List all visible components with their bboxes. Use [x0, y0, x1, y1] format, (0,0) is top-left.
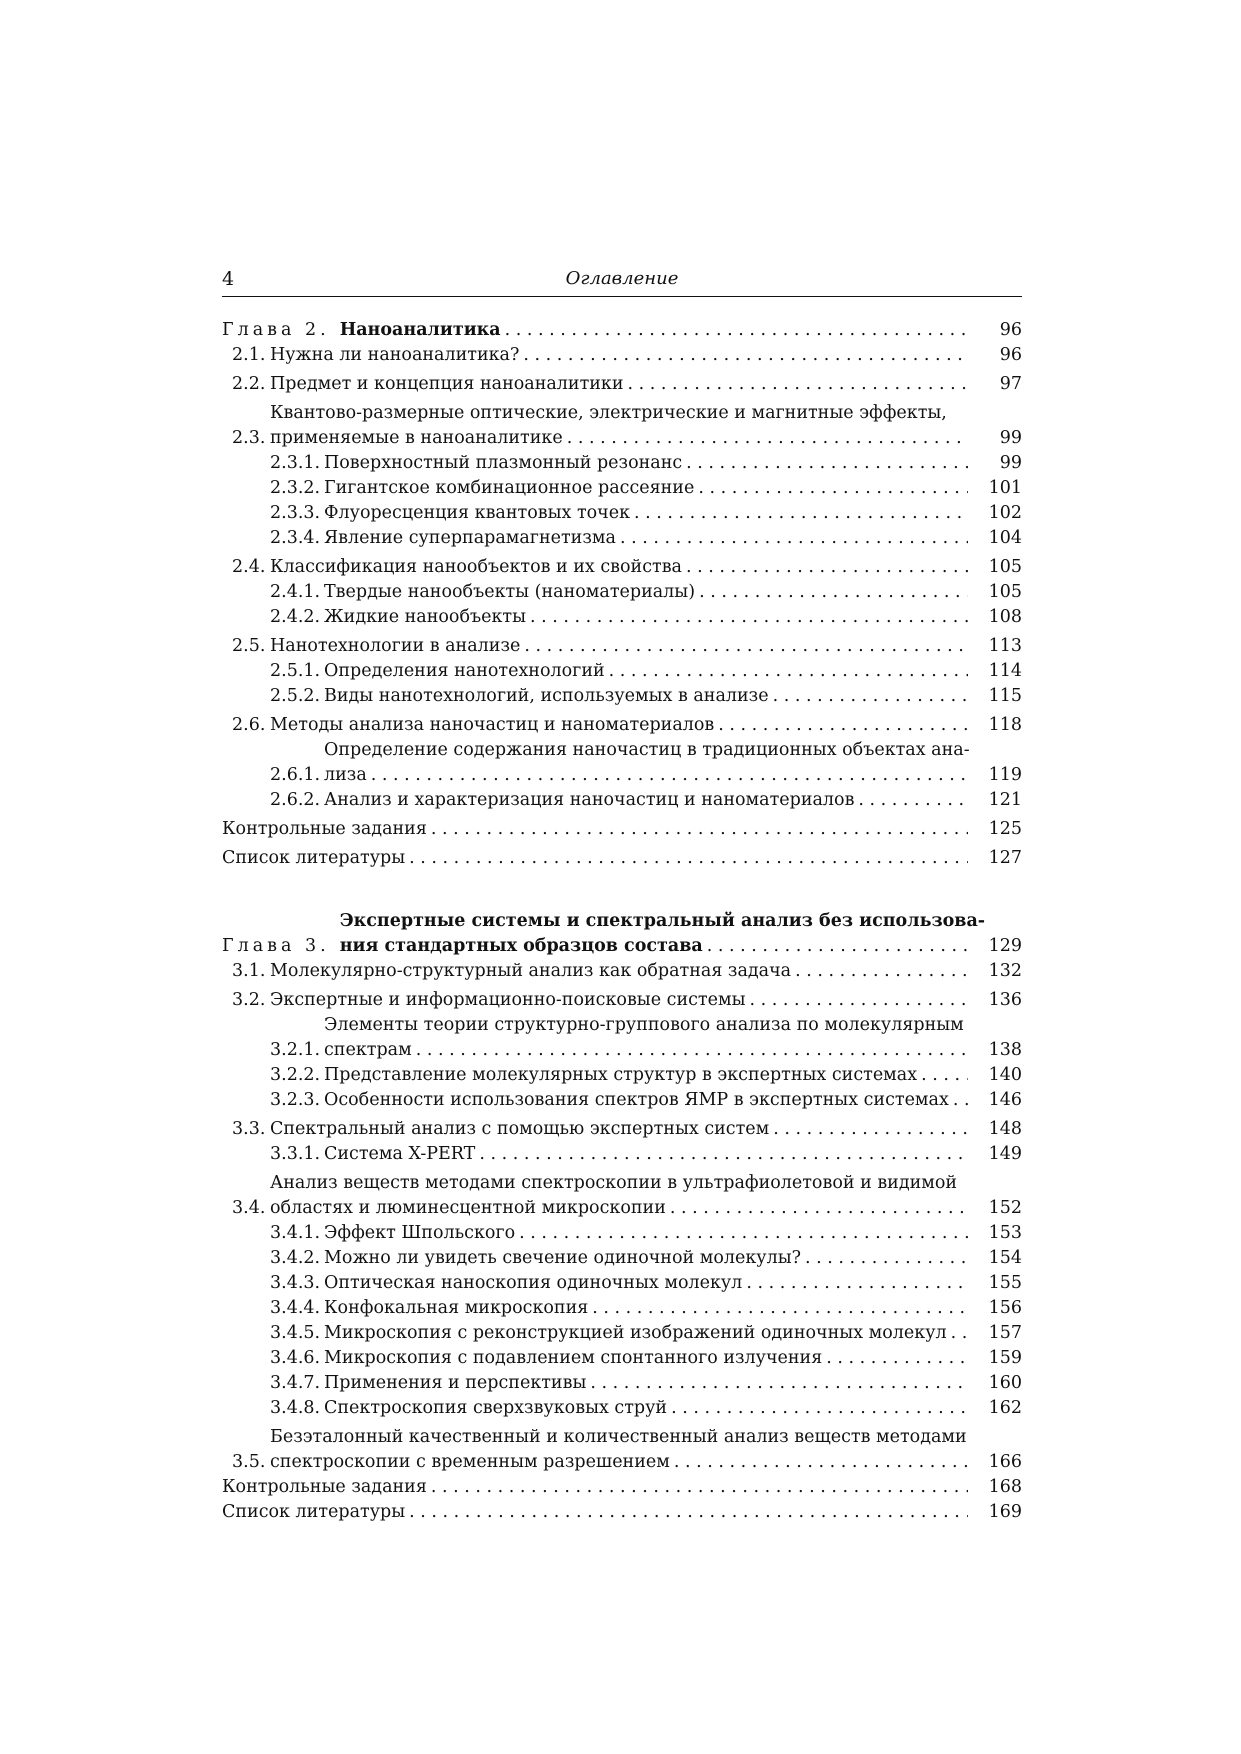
leader-dots	[674, 1450, 968, 1475]
section-number: 2.6.1.	[270, 765, 321, 785]
page-ref: 96	[999, 320, 1022, 340]
toc-entry-2-2[interactable]	[222, 372, 1022, 397]
page-ref: 118	[988, 715, 1022, 735]
section-title: Можно ли увидеть свечение одиночной молекулы?	[324, 1248, 802, 1268]
toc-entry-2-6-2[interactable]	[222, 788, 1022, 813]
section-number: 2.4.	[232, 557, 266, 577]
leader-dots	[590, 1371, 968, 1396]
leader-dots	[718, 713, 968, 738]
section-number: 3.4.4.	[270, 1298, 321, 1318]
toc-entry-2-3-2[interactable]	[222, 476, 1022, 501]
page-ref: 121	[988, 790, 1022, 810]
page-ref: 146	[988, 1090, 1022, 1110]
section-title: Анализ и характеризация наночастиц и наноматериалов	[324, 790, 855, 810]
page-ref: 101	[988, 478, 1022, 498]
page-ref: 154	[988, 1248, 1022, 1268]
page-ref: 149	[988, 1144, 1022, 1164]
leader-dots	[773, 1117, 968, 1142]
toc-entry-3-2-1[interactable]	[222, 1013, 1022, 1063]
section-title: Спектроскопия сверхзвуковых струй	[324, 1398, 668, 1418]
leader-dots	[699, 580, 968, 605]
toc-entry-2-3-4[interactable]	[222, 526, 1022, 551]
leader-dots	[530, 605, 968, 630]
section-number: 3.2.3.	[270, 1090, 321, 1110]
page-ref: 157	[988, 1323, 1022, 1343]
leader-dots	[773, 684, 968, 709]
toc-entry-2-3-1[interactable]	[222, 451, 1022, 476]
toc-entry-2-5-2[interactable]	[222, 684, 1022, 709]
leader-dots	[805, 1246, 968, 1271]
section-number: 2.3.1.	[270, 453, 321, 473]
toc-entry-3-2[interactable]	[222, 988, 1022, 1013]
section-title-line2: областях и люминесцентной микроскопии	[270, 1198, 666, 1218]
toc-entry-2-3[interactable]	[222, 401, 1022, 451]
chapter-label: Глава 3.	[222, 936, 330, 956]
page-ref: 168	[988, 1477, 1022, 1497]
leader-dots	[634, 501, 968, 526]
section-title: Конфокальная микроскопия	[324, 1298, 589, 1318]
section-title: Явление суперпарамагнетизма	[324, 528, 616, 548]
toc-entry-3-5[interactable]	[222, 1425, 1022, 1475]
section-number: 2.6.	[232, 715, 266, 735]
section-number: 3.4.1.	[270, 1223, 321, 1243]
section-title-line2: лиза	[324, 765, 367, 785]
leader-dots	[431, 817, 968, 842]
chapter-3-heading[interactable]	[222, 909, 1022, 959]
section-number: 3.4.8.	[270, 1398, 321, 1418]
leader-dots	[431, 1475, 968, 1500]
toc-entry-references-ch3[interactable]	[222, 1500, 1022, 1525]
table-of-contents	[222, 318, 1022, 1525]
section-title: Флуоресценция квантовых точек	[324, 503, 631, 523]
section-title: Контрольные задания	[222, 1477, 427, 1497]
section-title: Виды нанотехнологий, используемых в анализе	[324, 686, 769, 706]
page-ref: 155	[988, 1273, 1022, 1293]
toc-entry-2-5[interactable]	[222, 634, 1022, 659]
page-ref: 140	[988, 1065, 1022, 1085]
toc-entry-2-4[interactable]	[222, 555, 1022, 580]
section-number: 2.3.4.	[270, 528, 321, 548]
page-ref: 129	[988, 936, 1022, 956]
section-number: 3.1.	[232, 961, 266, 981]
page-ref: 162	[988, 1398, 1022, 1418]
page-ref: 153	[988, 1223, 1022, 1243]
section-number: 2.6.2.	[270, 790, 321, 810]
leader-dots	[592, 1296, 968, 1321]
toc-entry-3-4-2[interactable]	[222, 1246, 1022, 1271]
section-number: 2.1.	[232, 345, 266, 365]
toc-entry-3-4-4[interactable]	[222, 1296, 1022, 1321]
leader-dots	[921, 1063, 968, 1088]
section-number: 2.5.1.	[270, 661, 321, 681]
section-title: Особенности использования спектров ЯМР в экспертных системах	[324, 1090, 949, 1110]
page-ref: 119	[988, 765, 1022, 785]
leader-dots	[519, 1221, 968, 1246]
leader-dots	[670, 1196, 968, 1221]
section-number: 3.2.1.	[270, 1040, 321, 1060]
leader-dots	[746, 1271, 968, 1296]
toc-entry-2-4-2[interactable]	[222, 605, 1022, 630]
chapter-2-heading[interactable]	[222, 318, 1022, 343]
section-title: Твердые нанообъекты (наноматериалы)	[324, 582, 696, 602]
section-number: 3.4.	[232, 1198, 266, 1218]
section-title: Спектральный анализ с помощью экспертных систем	[270, 1119, 770, 1139]
section-title: Контрольные задания	[222, 819, 427, 839]
leader-dots	[409, 846, 968, 871]
section-title: Применения и перспективы	[324, 1373, 587, 1393]
page-ref: 132	[988, 961, 1022, 981]
section-title-line1: Элементы теории структурно-группового анализа по молекулярным	[324, 1015, 964, 1035]
toc-entry-2-1[interactable]	[222, 343, 1022, 368]
section-title-line2: применяемые в наноаналитике	[270, 428, 563, 448]
toc-entry-3-1[interactable]	[222, 959, 1022, 984]
section-title: Представление молекулярных структур в экспертных системах	[324, 1065, 918, 1085]
section-title: Список литературы	[222, 848, 406, 868]
section-title-line1: Анализ веществ методами спектроскопии в ультрафиолетовой и видимой	[270, 1173, 958, 1193]
section-title: Эффект Шпольского	[324, 1223, 516, 1243]
page-number: 4	[222, 268, 235, 290]
page-ref: 160	[988, 1373, 1022, 1393]
section-number: 3.2.	[232, 990, 266, 1010]
section-title: Предмет и концепция наноаналитики	[270, 374, 624, 394]
page-ref: 104	[988, 528, 1022, 548]
page-ref: 148	[988, 1119, 1022, 1139]
toc-entry-3-3-1[interactable]	[222, 1142, 1022, 1167]
page-ref: 99	[999, 428, 1022, 448]
leader-dots	[795, 959, 968, 984]
toc-entry-2-3-3[interactable]	[222, 501, 1022, 526]
page-ref: 138	[988, 1040, 1022, 1060]
toc-entry-3-4-7[interactable]	[222, 1371, 1022, 1396]
leader-dots	[826, 1346, 968, 1371]
section-title-line1: Квантово-размерные оптические, электрические и магнитные эффекты,	[270, 403, 947, 423]
leader-dots	[750, 988, 969, 1013]
section-number: 3.5.	[232, 1452, 266, 1472]
section-title: Нанотехнологии в анализе	[270, 636, 521, 656]
page-ref: 166	[988, 1452, 1022, 1472]
section-number: 2.3.2.	[270, 478, 321, 498]
page-ref: 159	[988, 1348, 1022, 1368]
page-ref: 113	[988, 636, 1022, 656]
page-ref: 99	[999, 453, 1022, 473]
section-number: 2.4.2.	[270, 607, 321, 627]
chapter-title: Наноаналитика	[339, 320, 501, 340]
leader-dots	[686, 451, 968, 476]
toc-entry-3-3[interactable]	[222, 1117, 1022, 1142]
toc-entry-tasks-ch2[interactable]	[222, 817, 1022, 842]
leader-dots	[698, 476, 968, 501]
chapter-title-line1: Экспертные системы и спектральный анализ без использова-	[339, 911, 986, 931]
section-title-line2: спектрам	[324, 1040, 412, 1060]
toc-entry-3-4[interactable]	[222, 1171, 1022, 1221]
section-title: Список литературы	[222, 1502, 406, 1522]
toc-entry-3-4-1[interactable]	[222, 1221, 1022, 1246]
section-number: 2.3.	[232, 428, 266, 448]
section-number: 3.3.	[232, 1119, 266, 1139]
page-ref: 96	[999, 345, 1022, 365]
leader-dots	[567, 426, 968, 451]
section-number: 3.4.2.	[270, 1248, 321, 1268]
toc-entry-references-ch2[interactable]	[222, 846, 1022, 871]
chapter-label: Глава 2.	[222, 320, 330, 340]
section-title-line2: спектроскопии с временным разрешением	[270, 1452, 670, 1472]
page-ref: 125	[988, 819, 1022, 839]
page-ref: 136	[988, 990, 1022, 1010]
page-ref: 105	[988, 582, 1022, 602]
section-number: 2.3.3.	[270, 503, 321, 523]
page-ref: 105	[988, 557, 1022, 577]
toc-entry-2-6[interactable]	[222, 713, 1022, 738]
section-title: Микроскопия с реконструкцией изображений одиночных молекул	[324, 1323, 947, 1343]
page-ref: 115	[988, 686, 1022, 706]
leader-dots	[628, 372, 968, 397]
section-number: 3.4.6.	[270, 1348, 321, 1368]
toc-entry-3-4-6[interactable]	[222, 1346, 1022, 1371]
page-ref: 156	[988, 1298, 1022, 1318]
section-number: 3.3.1.	[270, 1144, 321, 1164]
section-number: 3.4.7.	[270, 1373, 321, 1393]
page-ref: 152	[988, 1198, 1022, 1218]
leader-dots	[620, 526, 968, 551]
toc-entry-tasks-ch3[interactable]	[222, 1475, 1022, 1500]
section-title: Система X-PERT	[324, 1144, 476, 1164]
toc-entry-2-4-1[interactable]	[222, 580, 1022, 605]
section-number: 2.4.1.	[270, 582, 321, 602]
section-number: 3.2.2.	[270, 1065, 321, 1085]
section-title: Молекулярно-структурный анализ как обратная задача	[270, 961, 792, 981]
leader-dots	[953, 1088, 968, 1113]
leader-dots	[707, 934, 968, 959]
toc-entry-3-4-5[interactable]	[222, 1321, 1022, 1346]
page-ref: 97	[999, 374, 1022, 394]
section-title: Классификация нанообъектов и их свойства	[270, 557, 682, 577]
toc-entry-3-4-3[interactable]	[222, 1271, 1022, 1296]
toc-entry-2-6-1[interactable]	[222, 738, 1022, 788]
section-title: Экспертные и информационно-поисковые системы	[270, 990, 746, 1010]
section-title-line1: Определение содержания наночастиц в традиционных объектах ана-	[324, 740, 970, 760]
chapter-title-line2: ния стандартных образцов состава	[339, 936, 703, 956]
page-ref: 127	[988, 848, 1022, 868]
section-title: Жидкие нанообъекты	[324, 607, 527, 627]
leader-dots	[409, 1500, 968, 1525]
leader-dots	[858, 788, 968, 813]
leader-dots	[371, 763, 968, 788]
section-title: Оптическая наноскопия одиночных молекул	[324, 1273, 743, 1293]
leader-dots	[671, 1396, 968, 1421]
running-title: Оглавление	[565, 268, 679, 289]
toc-entry-3-2-3[interactable]	[222, 1088, 1022, 1113]
section-title: Поверхностный плазмонный резонанс	[324, 453, 683, 473]
page-ref: 114	[988, 661, 1022, 681]
page-header	[222, 268, 1022, 297]
section-number: 2.5.	[232, 636, 266, 656]
section-title: Нужна ли наноаналитика?	[270, 345, 520, 365]
section-title: Определения нанотехнологий	[324, 661, 605, 681]
toc-entry-2-5-1[interactable]	[222, 659, 1022, 684]
leader-dots	[686, 555, 968, 580]
section-number: 2.2.	[232, 374, 266, 394]
page-ref: 102	[988, 503, 1022, 523]
leader-dots	[505, 318, 968, 343]
section-number: 2.5.2.	[270, 686, 321, 706]
section-title: Гигантское комбинационное рассеяние	[324, 478, 695, 498]
section-title: Методы анализа наночастиц и наноматериалов	[270, 715, 715, 735]
page-ref: 108	[988, 607, 1022, 627]
leader-dots	[951, 1321, 968, 1346]
section-number: 3.4.5.	[270, 1323, 321, 1343]
section-number: 3.4.3.	[270, 1273, 321, 1293]
section-title-line1: Безэталонный качественный и количественный анализ веществ методами	[270, 1427, 967, 1447]
toc-entry-3-4-8[interactable]	[222, 1396, 1022, 1421]
leader-dots	[479, 1142, 968, 1167]
toc-entry-3-2-2[interactable]	[222, 1063, 1022, 1088]
leader-dots	[524, 634, 968, 659]
leader-dots	[609, 659, 968, 684]
leader-dots	[523, 343, 968, 368]
section-title: Микроскопия с подавлением спонтанного излучения	[324, 1348, 823, 1368]
page-ref: 169	[988, 1502, 1022, 1522]
leader-dots	[416, 1038, 968, 1063]
